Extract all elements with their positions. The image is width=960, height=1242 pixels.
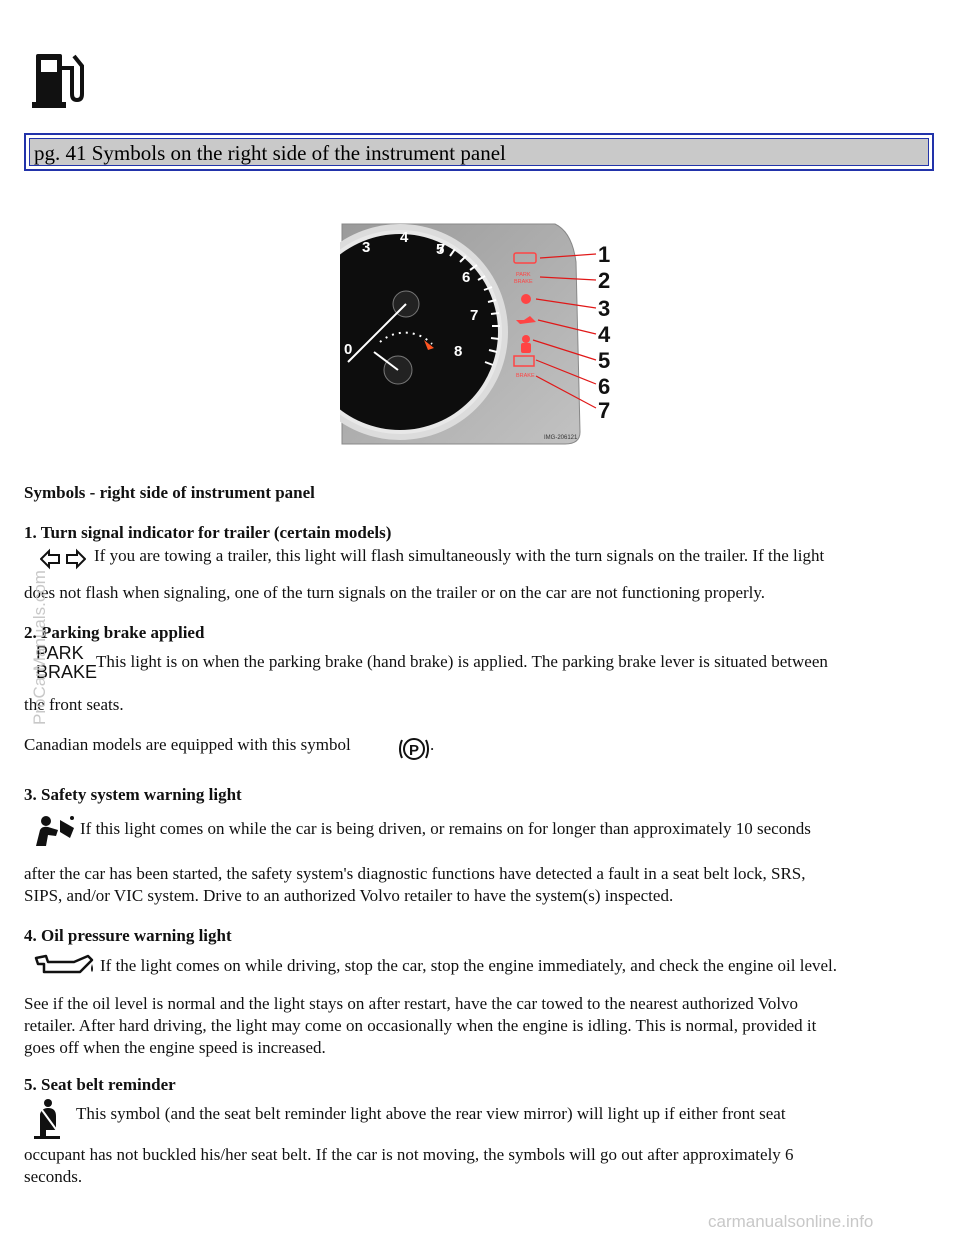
gauge-number: 5	[436, 241, 445, 258]
image-code: IMG-206121	[544, 435, 578, 441]
section-1-title: 1. Turn signal indicator for trailer (certain models)	[24, 523, 392, 542]
brake-label: BRAKE	[516, 373, 535, 379]
section-5-line1: This symbol (and the seat belt reminder light above the rear view mirror) will light up if either front seat	[76, 1104, 786, 1123]
section-1-line2: does not flash when signaling, one of the turn signals on the trailer or on the car are not functioning properly.	[24, 583, 766, 602]
gauge-number: 6	[462, 269, 471, 286]
section-4-line4: goes off when the engine speed is increased.	[24, 1038, 326, 1057]
section-1-line1: If you are towing a trailer, this light will flash simultaneously with the turn signals on the trailer. If the light	[94, 546, 825, 565]
canadian-models-note: Canadian models are equipped with this symbol	[24, 735, 351, 754]
section-heading-box	[24, 133, 934, 171]
side-watermark	[28, 512, 52, 727]
section-2-title: 2. Parking brake applied	[24, 623, 205, 642]
p-symbol-letter: P	[409, 742, 420, 759]
callout-number: 3	[598, 296, 611, 321]
section-4-line3: retailer. After hard driving, the light may come on occasionally when the engine is idling. This is normal, provided it	[24, 1016, 817, 1035]
section-5-title: 5. Seat belt reminder	[24, 1075, 176, 1094]
gauge-number: 3	[362, 239, 371, 256]
callout-number: 4	[598, 322, 611, 347]
section-2-line2: the front seats.	[24, 695, 124, 714]
section-3-title: 3. Safety system warning light	[24, 785, 242, 804]
seat-belt-reminder-icon	[34, 1098, 64, 1140]
callout-number: 2	[598, 268, 611, 293]
canadian-models-note-end: .	[430, 735, 435, 754]
section-4-line2: See if the oil level is normal and the light stays on after restart, have the car towed to the nearest authorized Volvo	[24, 994, 799, 1013]
gauge-number: 7	[470, 307, 479, 324]
section-5-line3: seconds.	[24, 1167, 83, 1186]
intro-title: Symbols - right side of instrument panel	[24, 483, 315, 502]
section-2-line1: This light is on when the parking brake (hand brake) is applied. The parking brake lever is situated between	[96, 652, 828, 671]
bottom-watermark	[708, 1210, 948, 1232]
callout-number: 7	[598, 398, 611, 423]
callout-number: 5	[598, 348, 611, 373]
gauge-number: 0	[344, 341, 353, 358]
bottom-watermark-text: carmanualsonline.info	[708, 1212, 874, 1231]
callout-number: 1	[598, 242, 611, 267]
section-5-line2: occupant has not buckled his/her seat belt. If the car is not moving, the symbols will go out after approximately 6	[24, 1145, 794, 1164]
section-4-title: 4. Oil pressure warning light	[24, 926, 232, 945]
page-title: pg. 41 Symbols on the right side of the instrument panel	[29, 138, 929, 166]
side-watermark-text: ProCarManuals.com	[30, 570, 49, 725]
park-brake-label: PARK	[516, 272, 531, 278]
safety-system-warning-icon	[34, 814, 76, 850]
section-3-line3: SIPS, and/or VIC system. Drive to an authorized Volvo retailer to have the system(s) inspected.	[24, 886, 674, 905]
park-brake-icon-line: PARK	[36, 643, 84, 663]
section-4-line1: If the light comes on while driving, stop the car, stop the engine immediately, and check the engine oil level.	[100, 956, 838, 975]
park-brake-label: BRAKE	[514, 279, 533, 285]
section-3-line2: after the car has been started, the safety system's diagnostic functions have detected a fault in a seat belt lock, SRS,	[24, 864, 806, 883]
gauge-number: 4	[400, 229, 409, 246]
instrument-panel-figure	[340, 222, 612, 457]
section-3-line1: If this light comes on while the car is being driven, or remains on for longer than approximately 10 seconds	[80, 819, 811, 838]
park-brake-icon-line: BRAKE	[36, 662, 98, 682]
callout-number: 6	[598, 374, 611, 399]
fuel-pump-icon	[32, 50, 84, 108]
oil-pressure-icon	[34, 952, 96, 978]
gauge-number: 8	[454, 343, 463, 360]
canadian-park-brake-symbol	[398, 734, 430, 764]
